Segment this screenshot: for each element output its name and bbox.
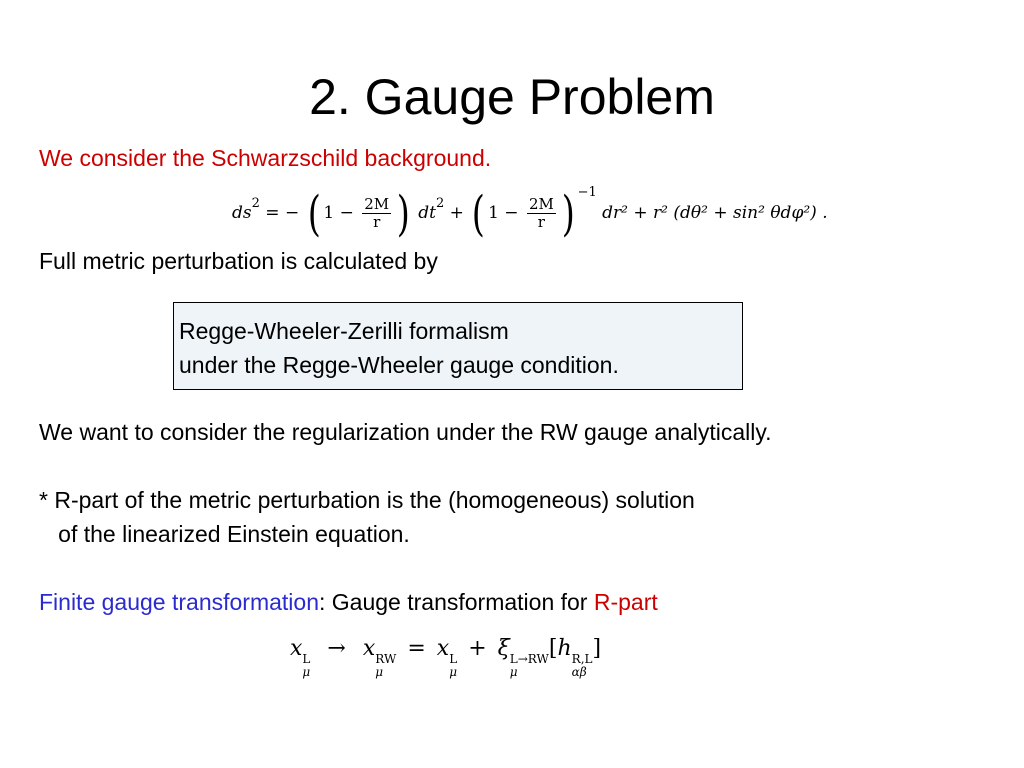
eq2-equals: = xyxy=(407,636,426,661)
eq1-fraction xyxy=(362,196,391,231)
eq2-x3-indices xyxy=(449,653,457,679)
eq2-plus: + xyxy=(468,636,487,661)
eq1-inverse: −1 xyxy=(577,185,597,200)
eq2-x: x xyxy=(290,636,303,661)
eq1-fraction-2 xyxy=(527,196,556,231)
eq1-denominator: r xyxy=(373,213,381,231)
eq2-sub-mu-3: μ xyxy=(449,665,458,679)
eq1-paren: ) xyxy=(561,185,575,242)
eq2-x-indices xyxy=(302,653,310,679)
eq2-sup-L-2: L xyxy=(449,652,458,666)
eq2-x2: x xyxy=(362,636,376,661)
slide-title: 2. Gauge Problem xyxy=(309,69,715,125)
r-part-highlight: R-part xyxy=(593,589,658,615)
eq2-bracket-close: ] xyxy=(592,636,602,661)
regularization-line: We want to consider the regularization under the RW gauge analytically. xyxy=(39,419,772,445)
eq2-sup-LtoRW: L→RW xyxy=(509,652,549,666)
eq2-sup-L: L xyxy=(302,652,311,666)
formalism-line-2: under the Regge-Wheeler gauge condition. xyxy=(179,352,619,378)
eq1-numerator: 2M xyxy=(364,195,390,213)
eq1-denominator-2: r xyxy=(537,213,545,231)
eq1-one-minus: 1 − xyxy=(323,203,354,223)
note-line-2: of the linearized Einstein equation. xyxy=(39,521,410,547)
eq2-xi: ξ xyxy=(497,636,510,661)
finite-gauge-highlight: Finite gauge transformation xyxy=(39,589,319,615)
eq1-lhs: ds xyxy=(232,203,252,223)
eq1-plus: + xyxy=(449,203,464,223)
eq1-eq-minus: = − xyxy=(265,203,300,223)
eq1-paren: ) xyxy=(396,185,411,242)
eq1-sq: 2 xyxy=(251,196,260,211)
eq2-h: h xyxy=(557,636,572,661)
formalism-line-1: Regge-Wheeler-Zerilli formalism xyxy=(179,318,509,344)
eq2-bracket-open: [ xyxy=(548,636,558,661)
eq2-x3: x xyxy=(436,636,450,661)
eq2-arrow: → xyxy=(327,636,346,661)
eq1-rest: dr² + r² (dθ² + sin² θdφ²) . xyxy=(602,203,828,223)
note-line-1: * R-part of the metric perturbation is the (homogeneous) solution xyxy=(39,487,695,513)
eq2-sub-mu-2: μ xyxy=(375,665,384,679)
eq2-sub-mu-4: μ xyxy=(509,665,518,679)
eq2-xi-indices xyxy=(510,653,549,679)
full-metric-line: Full metric perturbation is calculated by xyxy=(39,248,438,274)
eq2-sup-RL: R,L xyxy=(571,652,593,666)
schwarzschild-line: We consider the Schwarzschild background. xyxy=(39,145,492,171)
formalism-box xyxy=(173,302,743,390)
eq2-sup-RW: RW xyxy=(375,652,397,666)
eq2-x2-indices xyxy=(375,653,396,679)
metric-equation xyxy=(232,185,828,242)
eq1-numerator-2: 2M xyxy=(528,195,554,213)
eq2-h-indices xyxy=(572,653,593,679)
eq1-dt-sq: 2 xyxy=(435,196,445,211)
finite-gauge-line xyxy=(39,588,658,616)
eq2-sub-ab: αβ xyxy=(571,665,587,679)
eq1-paren: ( xyxy=(307,185,321,242)
finite-gauge-middle: : Gauge transformation for xyxy=(319,589,594,615)
eq1-paren: ( xyxy=(472,185,486,242)
gauge-transformation-equation xyxy=(290,636,601,679)
eq1-one-minus-2: 1 − xyxy=(488,203,519,223)
eq2-sub-mu: μ xyxy=(302,665,311,679)
eq1-dt: dt xyxy=(418,203,436,223)
